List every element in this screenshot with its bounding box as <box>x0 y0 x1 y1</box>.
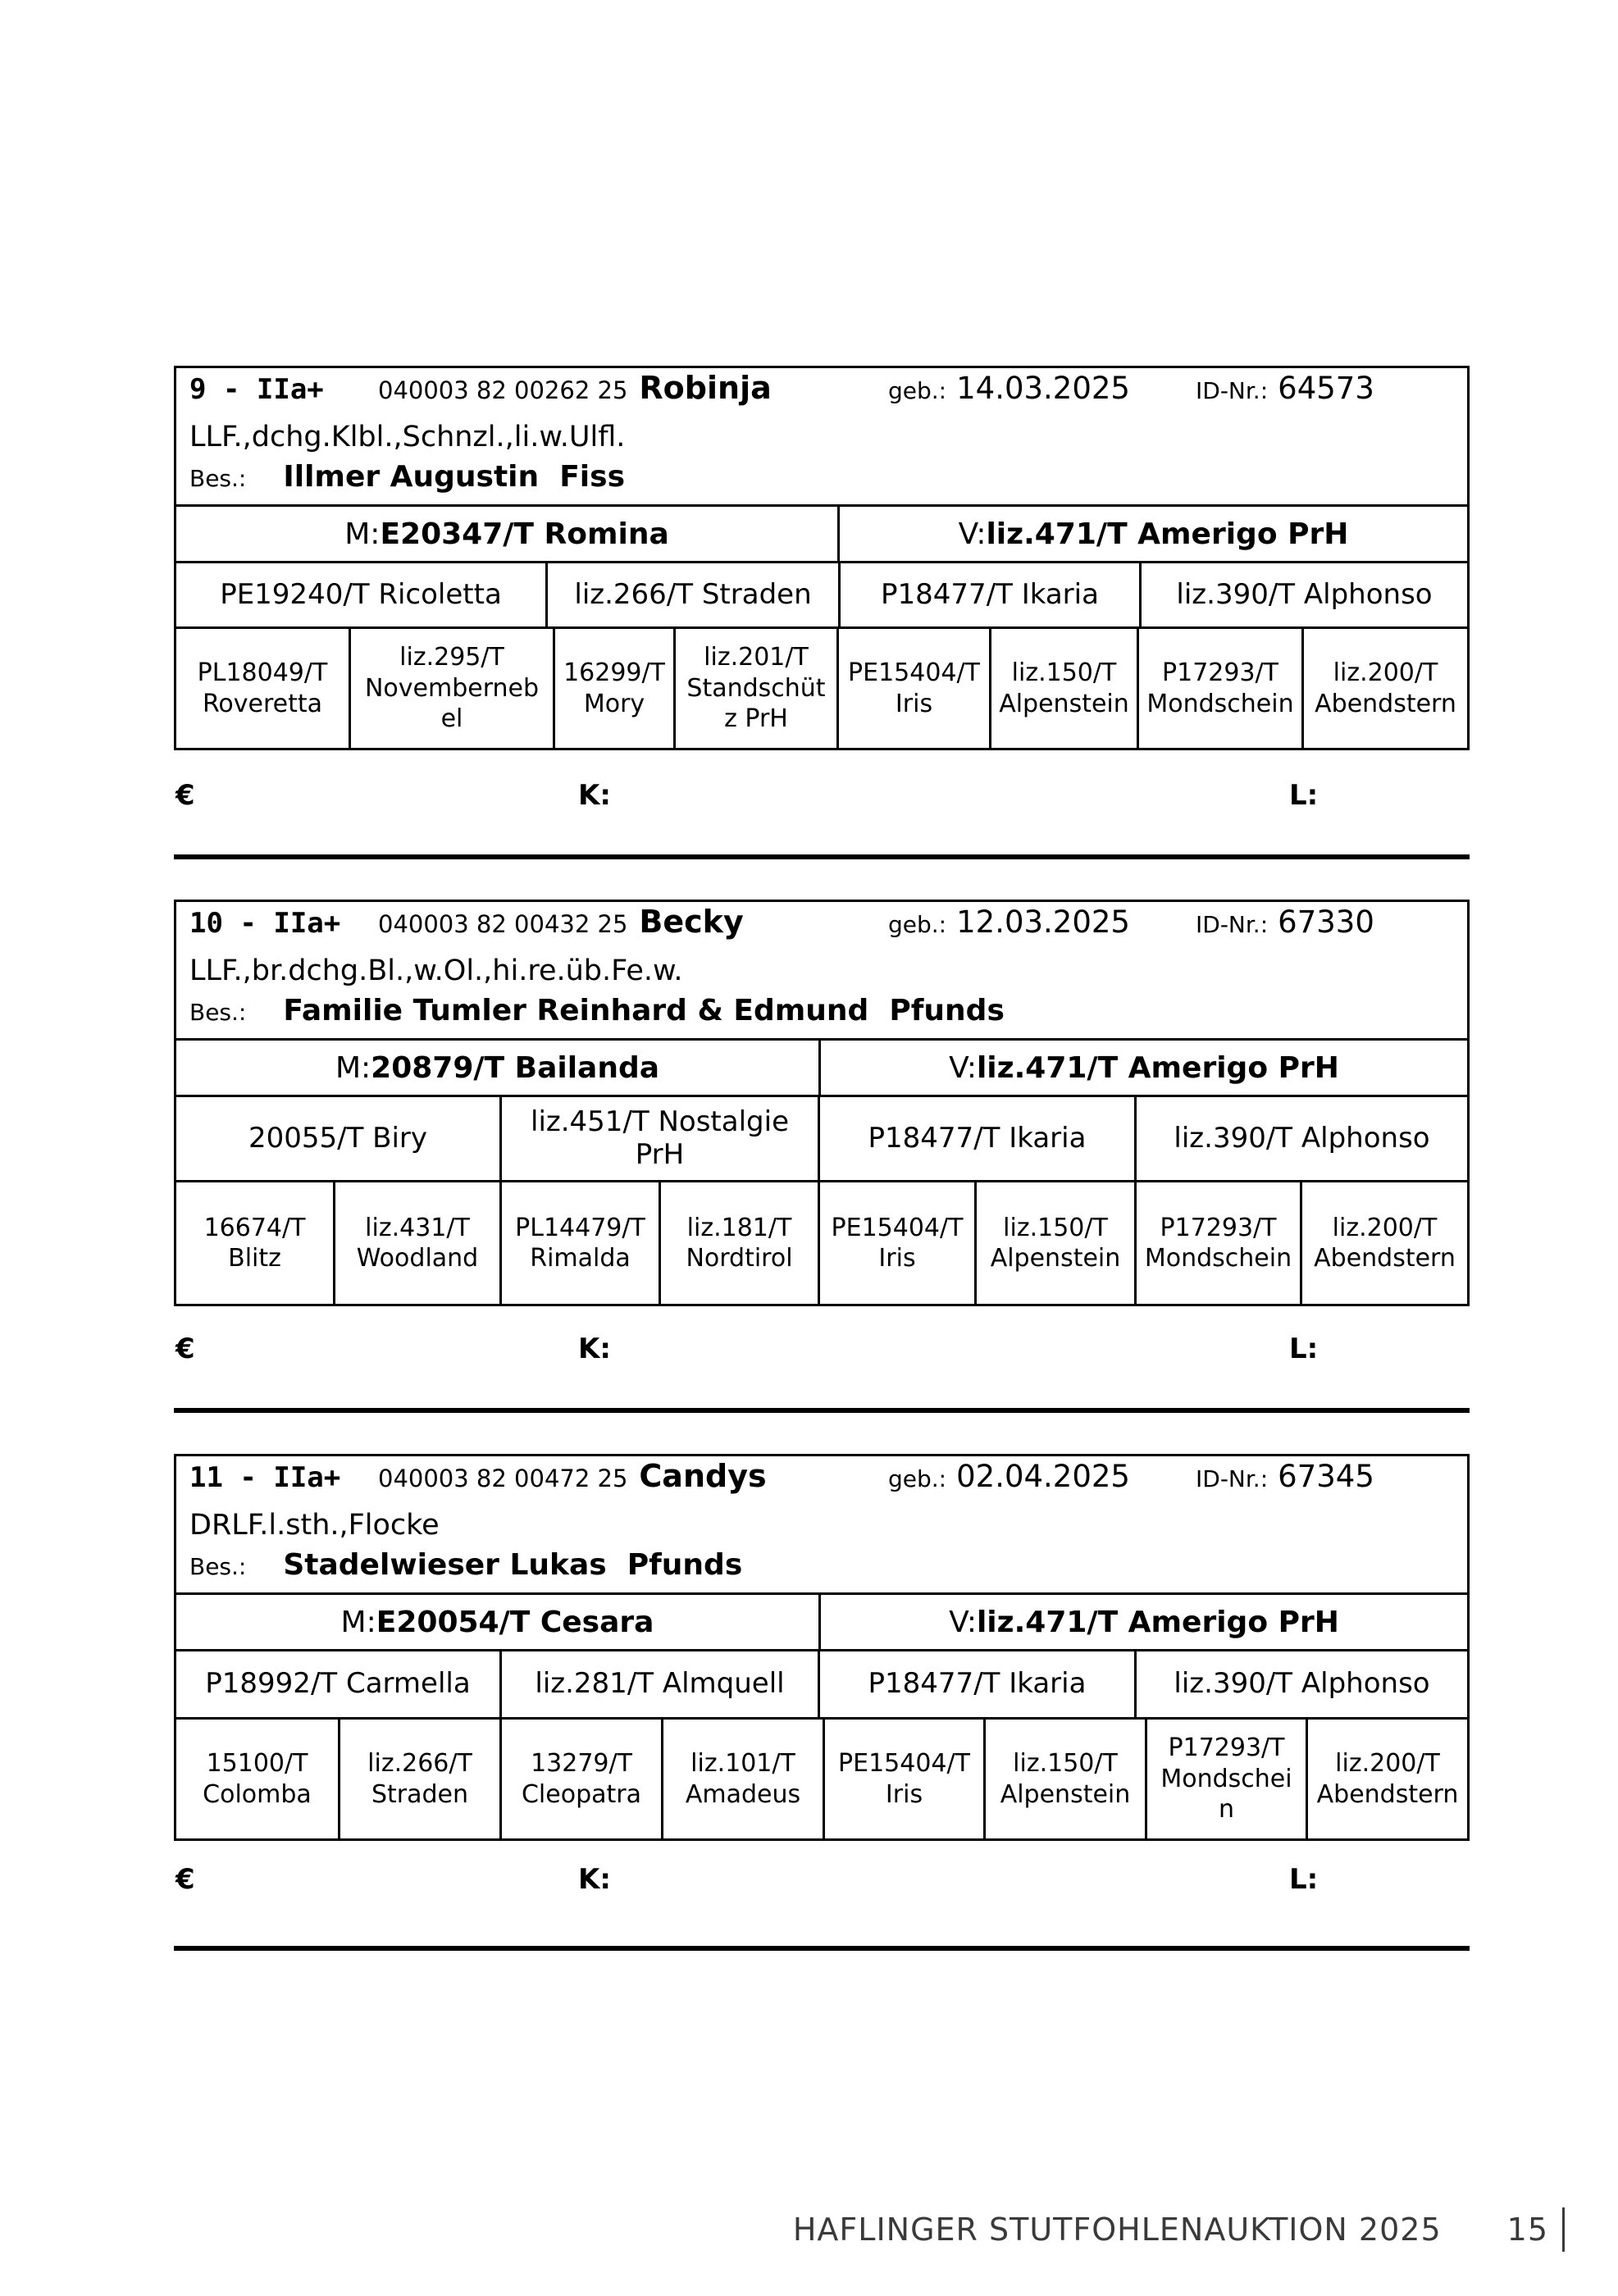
lot-title-line <box>189 370 1454 414</box>
grandparent-cell: liz.281/T Almquell <box>499 1651 818 1717</box>
grandparent-cell: P18992/T Carmella <box>205 1667 471 1701</box>
grandparent-cell: P18477/T Ikaria <box>818 1097 1134 1180</box>
dam-label: M: <box>340 1605 376 1639</box>
horse-description: LLF.,dchg.Klbl.,Schnzl.,li.w.Ulfl. <box>189 421 626 453</box>
auction-fields-row <box>174 1332 1470 1378</box>
dam-label: M: <box>344 517 381 551</box>
id-label: ID-Nr.: <box>1196 911 1269 938</box>
id-group <box>1196 904 1454 940</box>
owner-label: Bes.: <box>189 465 247 492</box>
id-label: ID-Nr.: <box>1196 1465 1269 1492</box>
l-field-label: L: <box>1289 1863 1319 1896</box>
sire-label: V: <box>958 517 987 551</box>
id-number: 67330 <box>1278 904 1374 940</box>
lot-section-9 <box>174 366 1470 859</box>
great-grandparents-row <box>176 626 1467 748</box>
dam-cell <box>176 507 837 561</box>
grandparent-cell: 20055/T Biry <box>248 1121 428 1155</box>
grandparent-cell: liz.390/T Alphonso <box>1134 1651 1467 1717</box>
great-grandparent-cell: liz.181/T Nordtirol <box>659 1182 818 1304</box>
birth-group <box>888 371 1196 406</box>
sire-cell <box>837 507 1467 561</box>
grandparent-cell: liz.451/T Nostalgie PrH <box>499 1097 818 1180</box>
sire-label: V: <box>949 1050 977 1085</box>
great-grandparent-cell: liz.101/T Amadeus <box>661 1720 823 1838</box>
owner-name: Illmer Augustin Fiss <box>283 460 625 494</box>
dam-label: M: <box>335 1050 371 1085</box>
k-field-label: K: <box>578 779 611 812</box>
lot-section-10 <box>174 900 1470 1413</box>
sire-name: liz.471/T Amerigo PrH <box>986 517 1349 551</box>
owner-line <box>189 1548 1454 1592</box>
section-divider <box>174 854 1470 859</box>
dam-name: 20879/T Bailanda <box>371 1050 660 1085</box>
owner-line <box>189 460 1454 504</box>
grandparent-cell: liz.390/T Alphonso <box>1134 1097 1467 1180</box>
lot-header <box>176 1456 1467 1592</box>
great-grandparent-cell: PE15404/T Iris <box>823 1720 983 1838</box>
great-grandparent-cell: 16674/T Blitz <box>203 1213 306 1273</box>
page-number: 15 <box>1506 2212 1548 2248</box>
dam-cell <box>176 1041 818 1095</box>
lot-number: 9 - IIa+ <box>189 373 324 406</box>
pedigree-table <box>174 900 1470 1306</box>
great-grandparent-cell: liz.200/T Abendstern <box>1300 1182 1467 1304</box>
grandparent-cell: P18477/T Ikaria <box>838 563 1139 626</box>
great-grandparent-cell: liz.150/T Alpenstein <box>983 1720 1145 1838</box>
lot-section-11 <box>174 1454 1470 1951</box>
grandparent-cell: liz.266/T Straden <box>545 563 838 626</box>
page-footer <box>793 2207 1565 2252</box>
grandparents-row <box>176 1649 1467 1717</box>
birth-date: 12.03.2025 <box>956 904 1130 940</box>
great-grandparent-cell: PE15404/T Iris <box>818 1182 974 1304</box>
id-group <box>1196 371 1454 406</box>
great-grandparent-cell: liz.201/T Standschütz PrH <box>673 629 836 748</box>
horse-name: Robinja <box>639 370 772 406</box>
great-grandparent-cell: 16299/T Mory <box>553 629 673 748</box>
k-field-label: K: <box>578 1863 611 1896</box>
great-grandparent-cell: P17293/T Mondschein <box>1134 1182 1300 1304</box>
birth-date: 14.03.2025 <box>956 371 1130 406</box>
great-grandparent-cell: liz.150/T Alpenstein <box>989 629 1137 748</box>
great-grandparent-cell: P17293/T Mondschein <box>1145 1720 1306 1838</box>
ueln-number: 040003 82 00432 25 <box>378 910 628 938</box>
sire-name: liz.471/T Amerigo PrH <box>976 1050 1339 1085</box>
great-grandparent-cell: P17293/T Mondschein <box>1137 629 1301 748</box>
k-field-label: K: <box>578 1332 611 1365</box>
lot-number: 10 - IIa+ <box>189 907 341 940</box>
birth-label: geb.: <box>888 911 947 938</box>
pedigree-table <box>174 366 1470 750</box>
horse-identity <box>378 1458 888 1494</box>
horse-name: Candys <box>639 1458 767 1494</box>
horse-identity <box>378 904 888 940</box>
birth-date: 02.04.2025 <box>956 1459 1130 1494</box>
id-group <box>1196 1459 1454 1494</box>
horse-name: Becky <box>639 904 744 940</box>
owner-line <box>189 994 1454 1038</box>
great-grandparent-cell: 15100/T Colomba <box>203 1749 312 1809</box>
birth-label: geb.: <box>888 1465 947 1492</box>
sire-cell <box>818 1041 1467 1095</box>
owner-name: Familie Tumler Reinhard & Edmund Pfunds <box>283 994 1005 1027</box>
horse-description: LLF.,br.dchg.Bl.,w.Ol.,hi.re.üb.Fe.w. <box>189 954 683 987</box>
great-grandparents-row <box>176 1180 1467 1304</box>
dam-cell <box>176 1595 818 1649</box>
footer-title: HAFLINGER STUTFOHLENAUKTION 2025 <box>792 2212 1442 2248</box>
dam-name: E20054/T Cesara <box>376 1605 654 1639</box>
grandparents-row <box>176 1095 1467 1180</box>
owner-name: Stadelwieser Lukas Pfunds <box>283 1548 743 1582</box>
sire-name: liz.471/T Amerigo PrH <box>976 1605 1339 1639</box>
id-number: 64573 <box>1278 371 1374 406</box>
price-euro-label: € <box>175 1332 195 1365</box>
id-number: 67345 <box>1278 1459 1374 1494</box>
parents-row <box>176 1038 1467 1095</box>
great-grandparents-row <box>176 1717 1467 1838</box>
birth-group <box>888 1459 1196 1494</box>
great-grandparent-cell: liz.200/T Abendstern <box>1301 629 1467 748</box>
lot-number: 11 - IIa+ <box>189 1461 341 1494</box>
grandparents-row <box>176 561 1467 626</box>
owner-label: Bes.: <box>189 1553 247 1580</box>
parents-row <box>176 504 1467 561</box>
l-field-label: L: <box>1289 1332 1319 1365</box>
lot-header <box>176 902 1467 1038</box>
dam-name: E20347/T Romina <box>380 517 669 551</box>
ueln-number: 040003 82 00472 25 <box>378 1465 628 1492</box>
grandparent-cell: PE19240/T Ricoletta <box>220 577 502 611</box>
id-label: ID-Nr.: <box>1196 377 1269 404</box>
price-euro-label: € <box>175 1863 195 1896</box>
ueln-number: 040003 82 00262 25 <box>378 376 628 404</box>
owner-label: Bes.: <box>189 999 247 1026</box>
sire-label: V: <box>949 1605 977 1639</box>
great-grandparent-cell: liz.266/T Straden <box>338 1720 499 1838</box>
great-grandparent-cell: PE15404/T Iris <box>836 629 989 748</box>
great-grandparent-cell: liz.200/T Abendstern <box>1306 1720 1467 1838</box>
price-euro-label: € <box>175 779 195 812</box>
parents-row <box>176 1592 1467 1649</box>
horse-description: DRLF.l.sth.,Flocke <box>189 1509 440 1542</box>
auction-fields-row <box>174 1863 1470 1909</box>
grandparent-cell: liz.390/T Alphonso <box>1139 563 1467 626</box>
great-grandparent-cell: 13279/T Cleopatra <box>499 1720 661 1838</box>
horse-identity <box>378 370 888 406</box>
auction-fields-row <box>174 779 1470 825</box>
great-grandparent-cell: liz.150/T Alpenstein <box>974 1182 1134 1304</box>
great-grandparent-cell: PL18049/T Roveretta <box>197 658 328 718</box>
birth-group <box>888 904 1196 940</box>
sire-cell <box>818 1595 1467 1649</box>
grandparent-cell: P18477/T Ikaria <box>818 1651 1134 1717</box>
l-field-label: L: <box>1289 779 1319 812</box>
great-grandparent-cell: liz.295/T Novembernebel <box>349 629 553 748</box>
section-divider <box>174 1408 1470 1413</box>
great-grandparent-cell: PL14479/T Rimalda <box>499 1182 659 1304</box>
birth-label: geb.: <box>888 377 947 404</box>
section-divider <box>174 1946 1470 1951</box>
page-number-divider <box>1562 2207 1565 2252</box>
lot-title-line <box>189 1458 1454 1502</box>
lot-header <box>176 368 1467 504</box>
pedigree-table <box>174 1454 1470 1841</box>
lot-title-line <box>189 904 1454 948</box>
great-grandparent-cell: liz.431/T Woodland <box>333 1182 499 1304</box>
